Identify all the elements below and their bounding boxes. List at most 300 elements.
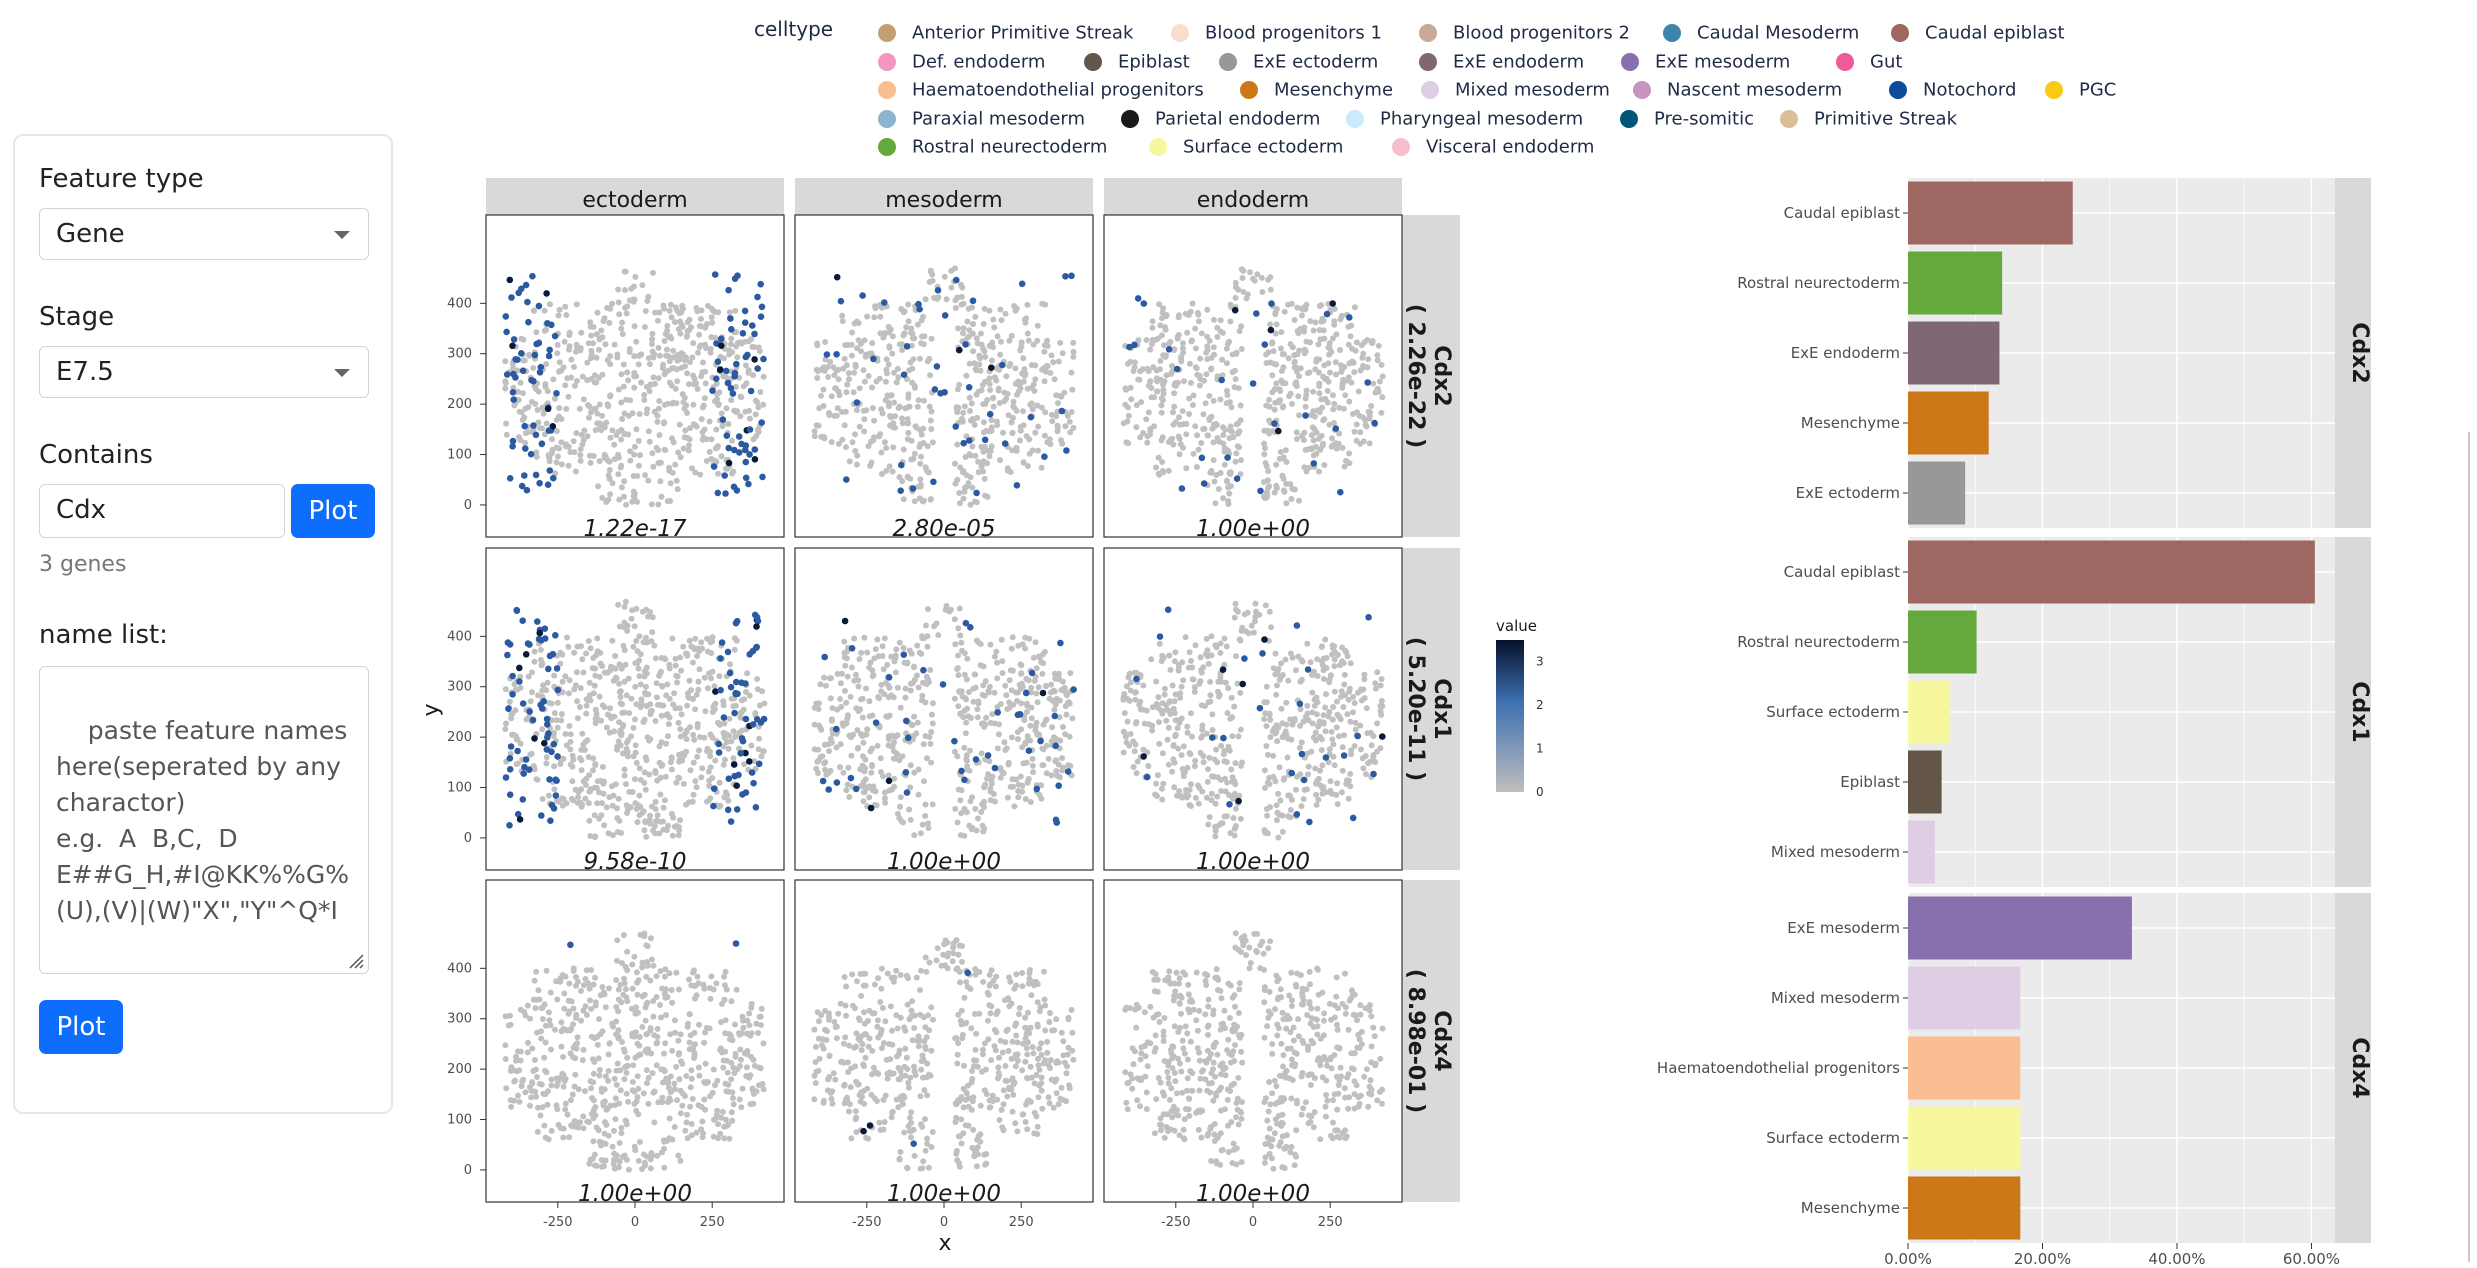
scatter-point [562, 382, 568, 388]
scatter-point [568, 739, 574, 745]
scatter-point [573, 787, 579, 793]
expressed-point [727, 315, 734, 322]
scatter-point [709, 775, 715, 781]
scatter-point [1263, 743, 1269, 749]
scatter-point [1204, 334, 1210, 340]
scatter-point [1274, 670, 1280, 676]
legend-label: Paraxial mesoderm [912, 108, 1086, 129]
scatter-point [1287, 716, 1293, 722]
y-tick-label: 300 [447, 1011, 472, 1027]
scatter-point [1229, 779, 1235, 785]
plot-contains-button[interactable]: Plot [291, 484, 375, 538]
scatter-point [652, 1089, 658, 1095]
expressed-point [898, 462, 905, 469]
expressed-point [1337, 489, 1344, 496]
expressed-point [988, 364, 995, 371]
scatter-point [891, 694, 897, 700]
scatter-point [1239, 346, 1245, 352]
scatter-point [914, 643, 920, 649]
scatter-point [641, 392, 647, 398]
scatter-point [925, 825, 931, 831]
scatter-point [712, 309, 718, 315]
scatter-point [1347, 686, 1353, 692]
scatter-point [667, 970, 673, 976]
scatter-point [1341, 660, 1347, 666]
scatter-point [1364, 705, 1370, 711]
expressed-point [753, 804, 760, 811]
scatter-point [1232, 615, 1238, 621]
scatter-point [1196, 785, 1202, 791]
scatter-point [735, 340, 741, 346]
expressed-point [507, 766, 514, 773]
scatter-point [1245, 610, 1251, 616]
scatter-point [1027, 738, 1033, 744]
scatter-point [707, 419, 713, 425]
scatter-point [975, 714, 981, 720]
facet-strip-gene: Cdx4 [1429, 1010, 1454, 1072]
expressed-point [1029, 670, 1036, 677]
scatter-point [874, 637, 880, 643]
scatter-point [1353, 727, 1359, 733]
scatter-point [1267, 717, 1273, 723]
scatter-point [558, 1019, 564, 1025]
expressed-point [725, 649, 732, 656]
scatter-point [696, 679, 702, 685]
scatter-point [656, 398, 662, 404]
scatter-point [1365, 356, 1371, 362]
scatter-point [687, 1040, 693, 1046]
scatter-point [593, 999, 599, 1005]
scatter-point [961, 325, 967, 331]
scatter-point [610, 427, 616, 433]
scatter-point [713, 427, 719, 433]
scatter-point [1300, 659, 1306, 665]
scatter-point [1213, 828, 1219, 834]
scatter-point [668, 480, 674, 486]
scatter-point [1233, 760, 1239, 766]
scatter-point [684, 410, 690, 416]
scatter-point [626, 789, 632, 795]
scatter-point [928, 729, 934, 735]
scatter-point [684, 334, 690, 340]
legend-label: Pharyngeal mesoderm [1380, 108, 1584, 129]
scatter-point [644, 1080, 650, 1086]
scatter-point [676, 1050, 682, 1056]
scatter-point [992, 799, 998, 805]
scatter-point [1026, 677, 1032, 683]
scatter-point [696, 332, 702, 338]
scatter-point [614, 937, 620, 943]
scatter-point [1210, 727, 1216, 733]
scatter-point [1156, 741, 1162, 747]
scatter-point [1289, 486, 1295, 492]
scatter-point [922, 700, 928, 706]
expressed-point [534, 618, 541, 625]
scatter-point [561, 991, 567, 997]
expressed-point [754, 294, 761, 301]
scatter-point [1276, 398, 1282, 404]
scatter-point [761, 1040, 767, 1046]
scatter-point [1127, 698, 1133, 704]
scatter-point [917, 461, 923, 467]
scatter-point [1225, 710, 1231, 716]
scatter-point [962, 403, 968, 409]
expressed-point [519, 617, 526, 624]
scatter-point [1132, 364, 1138, 370]
scatter-point [1224, 644, 1230, 650]
scatter-point [1304, 703, 1310, 709]
scatter-point [895, 685, 901, 691]
scatter-point [1320, 443, 1326, 449]
scatter-point [695, 721, 701, 727]
scatter-point [1238, 457, 1244, 463]
scatter-point [1299, 803, 1305, 809]
scatter-point [1342, 392, 1348, 398]
scatter-point [1267, 321, 1273, 327]
scatter-point [563, 312, 569, 318]
scatter-point [657, 671, 663, 677]
scatter-point [528, 1094, 534, 1100]
scatter-point [981, 458, 987, 464]
scatter-point [1209, 633, 1215, 639]
scatter-point [667, 358, 673, 364]
scatter-point [1282, 380, 1288, 386]
scatter-point [829, 718, 835, 724]
scatter-point [1213, 801, 1219, 807]
scatter-point [1128, 396, 1134, 402]
scatter-point [831, 372, 837, 378]
scatter-point [654, 1153, 660, 1159]
scatter-point [631, 954, 637, 960]
scatter-point [566, 463, 572, 469]
scatter-point [552, 1027, 558, 1033]
scatter-point [957, 797, 963, 803]
scatter-point [979, 464, 985, 470]
scatter-point [534, 1074, 540, 1080]
scatter-point [625, 749, 631, 755]
scatter-point [569, 796, 575, 802]
scatter-point [644, 1067, 650, 1073]
expressed-point [1305, 666, 1312, 673]
scatter-point [1032, 376, 1038, 382]
scatter-point [821, 387, 827, 393]
scatter-point [658, 460, 664, 466]
scatter-point [1309, 709, 1315, 715]
scatter-point [1348, 660, 1354, 666]
scatter-point [633, 339, 639, 345]
scatter-point [1007, 677, 1013, 683]
scatter-point [1294, 436, 1300, 442]
scatter-point [1188, 781, 1194, 787]
scatter-point [607, 306, 613, 312]
scatter-point [1264, 723, 1270, 729]
expressed-point [1275, 428, 1282, 435]
scatter-point [540, 796, 546, 802]
scatter-point [1240, 289, 1246, 295]
scatter-point [689, 1076, 695, 1082]
expressed-point [868, 805, 875, 812]
scatter-point [1265, 468, 1271, 474]
scatter-point [520, 1077, 526, 1083]
scatter-point [554, 1083, 560, 1089]
scatter-point [955, 820, 961, 826]
scatter-point [1176, 664, 1182, 670]
scatter-point [662, 991, 668, 997]
scatter-point [630, 644, 636, 650]
scatter-point [1335, 712, 1341, 718]
scatter-point [1225, 392, 1231, 398]
scatter-point [923, 464, 929, 470]
scatter-point [554, 417, 560, 423]
scatter-point [632, 323, 638, 329]
scatter-point [883, 379, 889, 385]
scatter-point [1158, 358, 1164, 364]
scatter-point [1301, 325, 1307, 331]
scatter-point [1120, 697, 1126, 703]
scatter-point [1360, 351, 1366, 357]
scatter-point [880, 643, 886, 649]
scatter-point [606, 1068, 612, 1074]
scatter-point [1042, 649, 1048, 655]
scatter-point [903, 695, 909, 701]
scatter-point [603, 1073, 609, 1079]
expressed-point [746, 451, 753, 458]
scatter-point [1221, 758, 1227, 764]
expressed-point [728, 818, 735, 825]
scatter-point [1203, 651, 1209, 657]
scatter-point [1049, 724, 1055, 730]
scatter-point [761, 748, 767, 754]
expressed-point [953, 277, 960, 284]
scatter-point [878, 406, 884, 412]
scatter-point [870, 787, 876, 793]
scatter-point [1266, 397, 1272, 403]
scatter-point [1024, 1051, 1030, 1057]
scatter-point [1355, 690, 1361, 696]
scatter-point [1228, 766, 1234, 772]
scatter-point [1237, 690, 1243, 696]
scatter-point [1261, 716, 1267, 722]
scatter-point [867, 748, 873, 754]
scatter-point [998, 339, 1004, 345]
scatter-point [990, 317, 996, 323]
scatter-point [1131, 764, 1137, 770]
scatter-point [705, 303, 711, 309]
scatter-point [729, 1118, 735, 1124]
scatter-point [516, 1067, 522, 1073]
scatter-point [1275, 835, 1281, 841]
scatter-point [618, 465, 624, 471]
scatter-point [1326, 709, 1332, 715]
scatter-point [575, 979, 581, 985]
scatter-point [1309, 690, 1315, 696]
scatter-point [1031, 388, 1037, 394]
expressed-point [507, 755, 514, 762]
scatter-point [1332, 762, 1338, 768]
scatter-point [744, 380, 750, 386]
scatter-point [901, 447, 907, 453]
scatter-point [954, 442, 960, 448]
facet-strip-gene: Cdx2 [1429, 345, 1454, 407]
scatter-point [613, 1019, 619, 1025]
expressed-point [738, 679, 745, 686]
scatter-point [532, 1057, 538, 1063]
scatter-point [619, 701, 625, 707]
scatter-point [1019, 789, 1025, 795]
expressed-point [1232, 307, 1239, 314]
scatter-point [538, 1036, 544, 1042]
scatter-point [621, 1076, 627, 1082]
scatter-point [633, 606, 639, 612]
scatter-point [541, 1123, 547, 1129]
scatter-point [535, 1129, 541, 1135]
scatter-point [1151, 394, 1157, 400]
scatter-point [997, 457, 1003, 463]
expressed-point [834, 779, 841, 786]
expressed-point [756, 761, 763, 768]
scatter-point [542, 328, 548, 334]
scatter-point [577, 452, 583, 458]
scatter-point [1272, 778, 1278, 784]
scatter-point [1363, 422, 1369, 428]
scatter-point [1342, 464, 1348, 470]
scatter-point [594, 635, 600, 641]
scatter-point [1266, 349, 1272, 355]
scatter-point [1069, 715, 1075, 721]
scatter-point [1216, 439, 1222, 445]
scatter-point [520, 390, 526, 396]
scatter-point [690, 340, 696, 346]
scatter-point [1317, 768, 1323, 774]
expressed-point [749, 769, 756, 776]
scatter-point [1348, 323, 1354, 329]
scatter-point [918, 830, 924, 836]
scatter-point [589, 1034, 595, 1040]
scatter-point [1285, 678, 1291, 684]
scatter-point [1228, 483, 1234, 489]
scatter-point [503, 421, 509, 427]
scatter-point [897, 474, 903, 480]
scatter-point [1047, 1100, 1053, 1106]
scatter-point [821, 675, 827, 681]
scatter-point [931, 623, 937, 629]
expressed-point [731, 761, 738, 768]
scatter-point [677, 655, 683, 661]
scatter-point [1055, 400, 1061, 406]
scatter-point [1233, 280, 1239, 286]
scatter-point [906, 391, 912, 397]
scatter-point [1325, 388, 1331, 394]
scatter-point [566, 723, 572, 729]
scatter-point [1150, 704, 1156, 710]
scatter-point [518, 1007, 524, 1013]
scatter-point [590, 1056, 596, 1062]
scatter-point [934, 296, 940, 302]
scatter-point [1263, 602, 1269, 608]
scatter-point [966, 306, 972, 312]
expressed-point [842, 618, 849, 625]
scatter-point [1028, 685, 1034, 691]
expressed-point [897, 487, 904, 494]
scatter-point [1373, 390, 1379, 396]
scatter-point [1333, 331, 1339, 337]
scatter-point [661, 1051, 667, 1057]
scatter-point [1160, 781, 1166, 787]
scatter-point [671, 1081, 677, 1087]
expressed-point [712, 271, 719, 278]
scatter-point [917, 356, 923, 362]
scatter-point [668, 1073, 674, 1079]
scatter-point [728, 336, 734, 342]
scatter-point [674, 1097, 680, 1103]
scatter-point [1021, 379, 1027, 385]
y-tick-label: 100 [447, 1112, 472, 1128]
expressed-point [536, 303, 543, 310]
scatter-panel [486, 880, 784, 1202]
expressed-point [505, 705, 512, 712]
scatter-point [903, 324, 909, 330]
scatter-point [825, 374, 831, 380]
scatter-point [692, 470, 698, 476]
scatter-point [963, 756, 969, 762]
scatter-point [956, 490, 962, 496]
scatter-point [1138, 399, 1144, 405]
expressed-point [958, 768, 965, 775]
scatter-point [604, 725, 610, 731]
scatter-point [669, 987, 675, 993]
scatter-point [636, 673, 642, 679]
plot-name-list-button[interactable]: Plot [39, 1000, 123, 1054]
scatter-point [713, 458, 719, 464]
scatter-point [955, 703, 961, 709]
scatter-point [698, 774, 704, 780]
scatter-point [617, 730, 623, 736]
expressed-point [748, 388, 755, 395]
scatter-point [1344, 777, 1350, 783]
scatter-point [958, 711, 964, 717]
scatter-point [1171, 390, 1177, 396]
scatter-point [1378, 683, 1384, 689]
scatter-point [981, 784, 987, 790]
scatter-point [699, 765, 705, 771]
scatter-point [647, 821, 653, 827]
scatter-point [653, 718, 659, 724]
scatter-point [645, 478, 651, 484]
scatter-point [670, 702, 676, 708]
scatter-point [608, 435, 614, 441]
scatter-point [1272, 310, 1278, 316]
scatter-point [535, 692, 541, 698]
expressed-point [545, 730, 552, 737]
expressed-point [507, 277, 514, 284]
scatter-point [577, 406, 583, 412]
expressed-point [1324, 311, 1331, 318]
scatter-point [1023, 796, 1029, 802]
scatter-point [1189, 665, 1195, 671]
scatter-point [1380, 373, 1386, 379]
scatter-point [618, 1130, 624, 1136]
scatter-point [752, 1063, 758, 1069]
expressed-point [553, 792, 560, 799]
scatter-point [864, 650, 870, 656]
scatter-point [1025, 386, 1031, 392]
expressed-point [1333, 425, 1340, 432]
scatter-point [612, 653, 618, 659]
scatter-point [1352, 304, 1358, 310]
expressed-point [713, 375, 720, 382]
expressed-point [901, 651, 908, 658]
scatter-point [696, 1065, 702, 1071]
